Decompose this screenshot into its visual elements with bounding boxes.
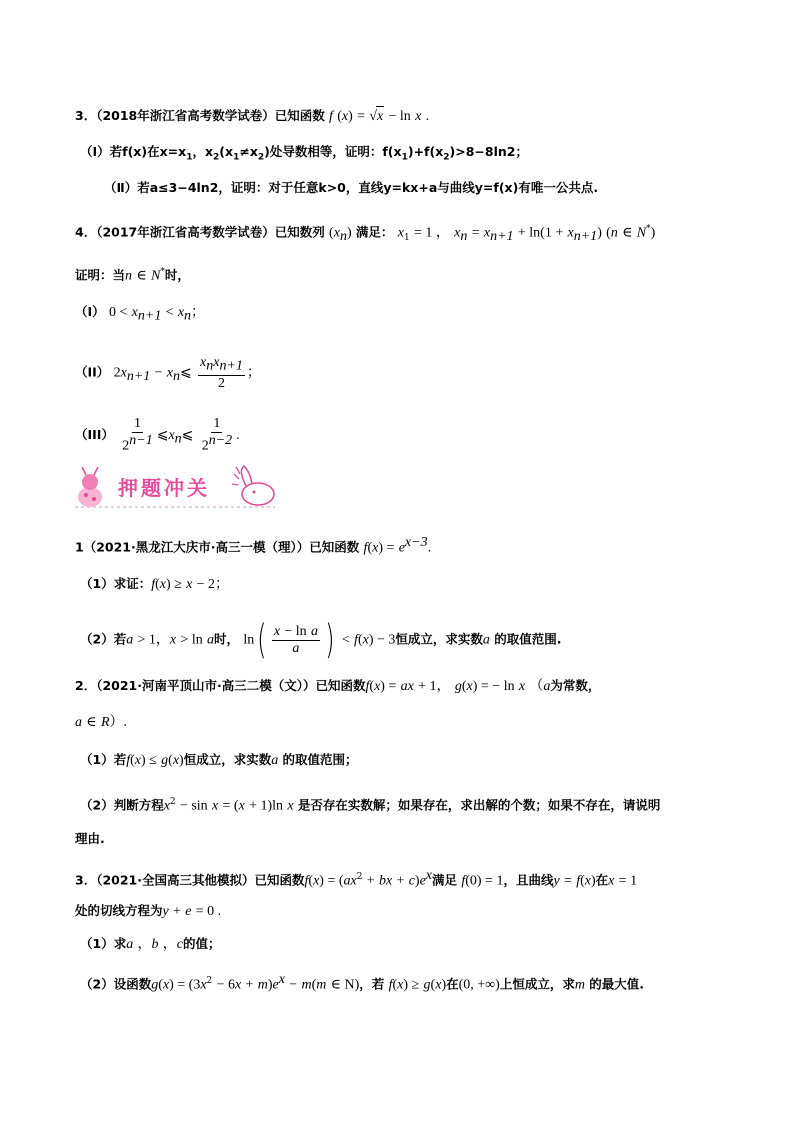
question-3-part-2: （2）设函数$g(x) = (3x^2 - 6x + m)e^x - m(m$ ∈ N)，若 f(x) ≥ g(x)在(0, +∞)上恒成立，求m 的最大值.: [80, 972, 645, 993]
question-1-header: 1（2021·黑龙江大庆市·高三一模（理））已知函数 $f(x) = e^{x-3}$.: [75, 535, 432, 556]
problem-3-header: 3．（2018年浙江省高考数学试卷）已知函数 f (x) = √x − ln x .: [75, 106, 429, 127]
section-banner: [70, 464, 280, 510]
question-2-part-1: （1）若f(x) ≤ g(x)恒成立，求实数a 的取值范围；: [80, 752, 358, 768]
problem-4-header: 4．（2017年浙江省高考数学试卷）已知数列 $(x_n)$ 满足： $x_1 = 1$ ， $x_n = x_{n+1} + \ln(1 + x_{n+1})$ (n ∈ N*): [75, 224, 656, 245]
question-1-part-2: （2）若a > 1，x > ln a时， ln ( $\frac{\text{x − ln a}}{a}$ ) < f(x) − 3恒成立，求实数a 的取值范围.: [80, 617, 562, 663]
problem-4-part-i: （I） $0 < x_{n+1} < x_n$；: [75, 304, 206, 324]
problem-3-part-i: （Ⅰ）若f(x)在$x=x_1$，$x_2(x_1\ne x_2)$处导数相等，证明：$f(x_1)+f(x_2)>8-8\ln 2$；: [80, 144, 528, 163]
bunny-icon: [230, 464, 280, 508]
problem-4-part-iii: （III） $\frac{1}{2^{n-1}}$ $⩽x_n⩽$ $\frac{1}{2^{n-2}}$ .: [75, 416, 240, 454]
question-2-header: 2．（2021·河南平顶山市·高三二模（文））已知函数f(x) = ax + 1， g(x) = − ln x （a为常数，: [75, 678, 601, 694]
question-3-header-cont: 处的切线方程为y + e = 0 .: [75, 903, 222, 919]
problem-4-prove: 证明：当n ∈ N*时，: [75, 267, 190, 284]
problem-4-part-ii: （II） $2x_{n+1}$ − $x_n⩽$ $\frac{x_nx_{n+1}}{2}$ ；: [75, 355, 261, 391]
question-3-header: 3．（2021·全国高三其他模拟）已知函数$f(x) = (ax^2$ + bx + $c)e^x$满足 f(0) = 1，且曲线y = f(x)在x = 1: [75, 868, 638, 889]
question-1-part-1: （1）求证：f(x) ≥ x − 2；: [80, 576, 230, 592]
question-3-part-1: （1）求a ，b ，c的值；: [80, 936, 221, 952]
problem-3-part-ii: （Ⅱ）若a≤3−4ln2，证明：对于任意k>0，直线y=kx+a与曲线y=f(x)有唯一公共点.: [104, 180, 599, 195]
question-2-part-2: （2）判断方程$x^2 - \sin x = (x + 1)\ln$ x 是否存在实数解；如果存在，求出解的个数；如果不存在，请说明: [80, 797, 661, 814]
banner-title: 押题冲关: [118, 476, 210, 500]
question-2-part-2-cont: 理由.: [75, 831, 105, 846]
question-2-header-cont: a ∈ R）.: [75, 715, 128, 730]
